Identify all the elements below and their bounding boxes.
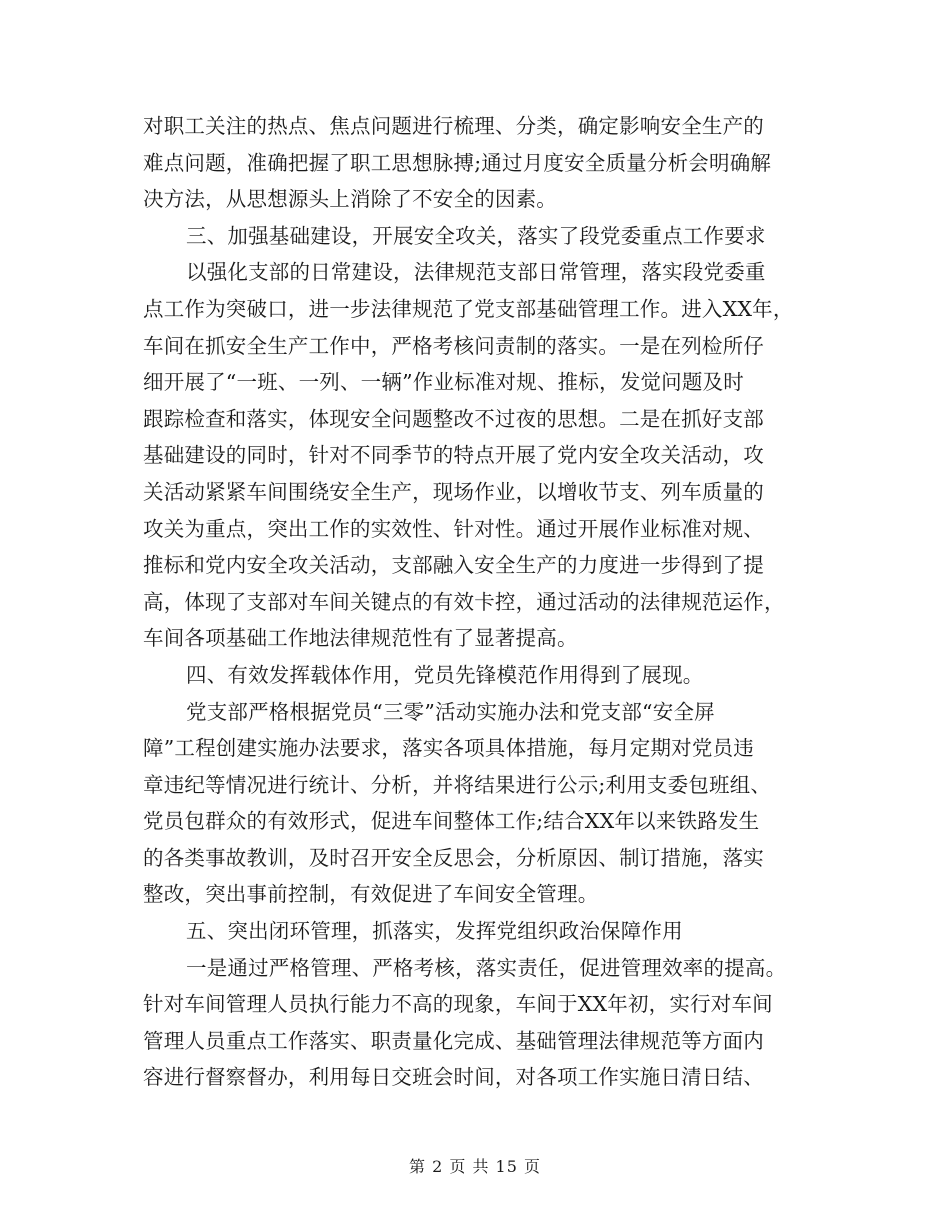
text-line: 对职工关注的热点、焦点问题进行梳理、分类，确定影响安全生产的 xyxy=(143,114,764,138)
text-line: 推标和党内安全攻关活动，支部融入安全生产的力度进一步得到了提 xyxy=(143,553,764,578)
text-line: 攻关为重点，突出工作的实效性、针对性。通过开展作业标准对规、 xyxy=(143,516,764,541)
page-footer: 第 2 页 共 15 页 xyxy=(409,1157,541,1176)
paragraph-start-line: 以强化支部的日常建设，法律规范支部日常管理，落实段党委重 xyxy=(186,260,766,285)
text-line: 的各类事故教训，及时召开安全反思会，分析原因、制订措施，落实 xyxy=(143,845,764,870)
text-line: 跟踪检查和落实，体现安全问题整改不过夜的思想。二是在抓好支部 xyxy=(143,406,764,431)
paragraph-start-line: 党支部严格根据党员“三零”活动实施办法和党支部“安全屏 xyxy=(186,699,715,724)
text-line: 关活动紧紧车间围绕安全生产，现场作业，以增收节支、列车质量的 xyxy=(143,479,764,504)
text-line: 整改，突出事前控制，有效促进了车间安全管理。 xyxy=(143,882,599,907)
text-line: 障”工程创建实施办法要求，落实各项具体措施，每月定期对党员违 xyxy=(143,736,754,761)
text-line: 难点问题，准确把握了职工思想脉搏;通过月度安全质量分析会明确解 xyxy=(143,150,772,175)
text-line: 车间在抓安全生产工作中，严格考核问责制的落实。一是在列检所仔 xyxy=(143,333,764,358)
text-line: 章违纪等情况进行统计、分析，并将结果进行公示;利用支委包班组、 xyxy=(143,772,772,797)
paragraph-start-line: 五、突出闭环管理，抓落实，发挥党组织政治保障作用 xyxy=(186,919,683,944)
text-line: 点工作为突破口，进一步法律规范了党支部基础管理工作。进入XX年， xyxy=(143,296,794,321)
paragraph-start-line: 四、有效发挥载体作用，党员先锋模范作用得到了展现。 xyxy=(186,662,704,687)
text-line: 容进行督察督办，利用每日交班会时间，对各项工作实施日清日结、 xyxy=(143,1065,764,1090)
paragraph-start-line: 三、加强基础建设，开展安全攻关，落实了段党委重点工作要求 xyxy=(186,223,766,248)
document-body xyxy=(143,108,815,1096)
text-line: 针对车间管理人员执行能力不高的现象，车间于XX年初，实行对车间 xyxy=(143,992,773,1017)
text-line: 管理人员重点工作落实、职责量化完成、基础管理法律规范等方面内 xyxy=(143,1028,764,1053)
text-line: 细开展了“一班、一列、一辆”作业标准对规、推标，发觉问题及时 xyxy=(143,370,744,395)
text-line: 高，体现了支部对车间关键点的有效卡控，通过活动的法律规范运作， xyxy=(143,589,785,614)
text-line: 车间各项基础工作地法律规范性有了显著提高。 xyxy=(143,626,578,651)
paragraph-start-line: 一是通过严格管理、严格考核，落实责任，促进管理效率的提高。 xyxy=(186,955,787,980)
text-line: 党员包群众的有效形式，促进车间整体工作;结合XX年以来铁路发生 xyxy=(143,809,760,834)
text-line: 决方法，从思想源头上消除了不安全的因素。 xyxy=(143,187,557,212)
text-line: 基础建设的同时，针对不同季节的特点开展了党内安全攻关活动，攻 xyxy=(143,443,764,468)
